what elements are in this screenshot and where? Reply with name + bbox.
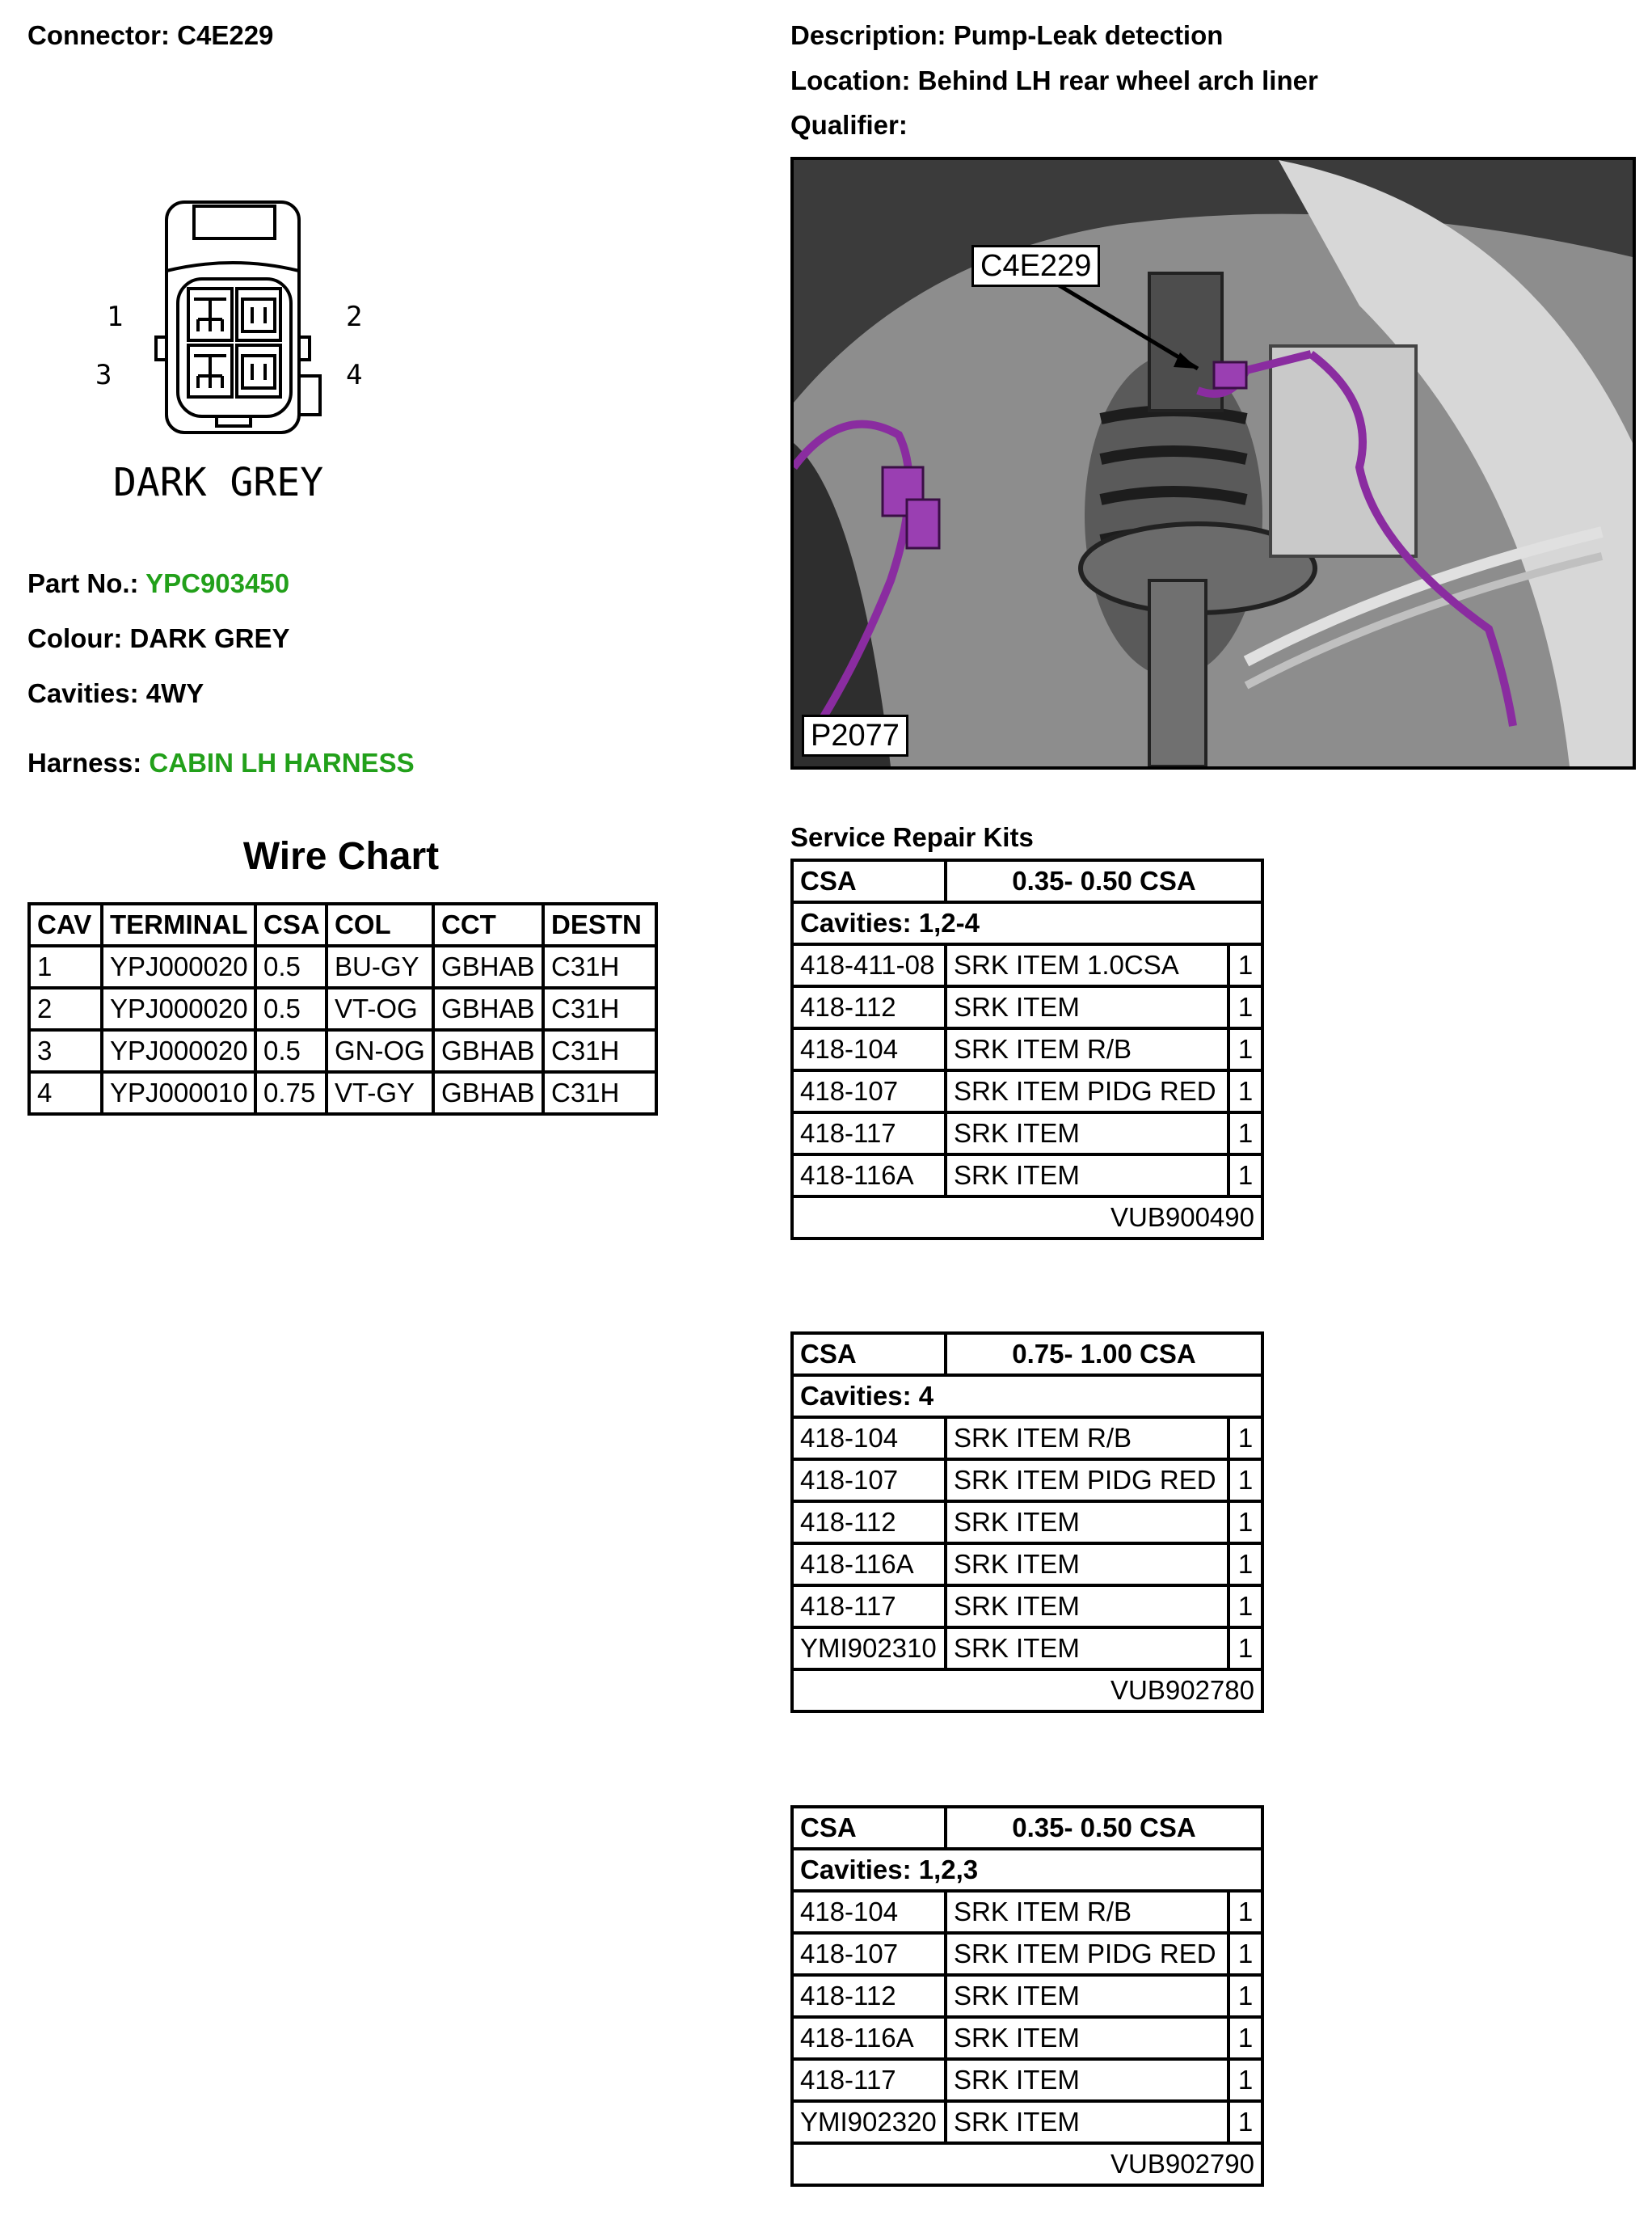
column-header-cav: CAV — [29, 904, 102, 946]
part-number: Part No.: YPC903450 — [27, 568, 290, 598]
column-header-cct: CCT — [433, 904, 543, 946]
table-row — [792, 1070, 1262, 1112]
service-repair-kits-title: Service Repair Kits — [790, 822, 1034, 852]
terminal-cell: YPJ000010 — [102, 1072, 255, 1114]
table-row — [792, 1627, 1262, 1669]
table-row — [792, 1891, 1262, 1933]
part-number-value: YPC903450 — [145, 568, 290, 598]
csa-cell: 0.5 — [255, 1030, 327, 1072]
terminal-cell: YPJ000020 — [102, 946, 255, 988]
col-cell: GN-OG — [327, 1030, 433, 1072]
kit-item-code: 418-107 — [792, 1459, 946, 1501]
csa-cell: 0.5 — [255, 988, 327, 1030]
destn-cell: C31H — [543, 946, 656, 988]
table-row — [29, 988, 656, 1030]
colour-text: Colour: DARK GREY — [27, 623, 290, 653]
cav-cell: 4 — [29, 1072, 102, 1114]
csa-cell: 0.5 — [255, 946, 327, 988]
table-row — [792, 1154, 1262, 1196]
kit-csa-range: 0.75- 1.00 CSA — [946, 1333, 1262, 1375]
location-photo — [790, 157, 1636, 770]
table-row — [29, 946, 656, 988]
location-text: Location: Behind LH rear wheel arch liner — [790, 65, 1318, 95]
cct-cell: GBHAB — [433, 988, 543, 1030]
repair-kit-table — [790, 1331, 1264, 1713]
kit-part-row — [792, 1669, 1262, 1711]
kit-csa-range: 0.35- 0.50 CSA — [946, 860, 1262, 902]
kit-item-code: 418-117 — [792, 1585, 946, 1627]
table-row — [792, 1975, 1262, 2017]
table-row — [792, 1501, 1262, 1543]
kit-item-qty: 1 — [1228, 1459, 1262, 1501]
csa-cell: 0.75 — [255, 1072, 327, 1114]
kit-item-code: 418-112 — [792, 986, 946, 1028]
kit-item-qty: 1 — [1228, 1585, 1262, 1627]
destn-cell: C31H — [543, 1030, 656, 1072]
kit-item-qty: 1 — [1228, 1154, 1262, 1196]
table-row — [792, 1585, 1262, 1627]
kit-item-desc: SRK ITEM — [946, 2017, 1228, 2059]
terminal-cell: YPJ000020 — [102, 1030, 255, 1072]
kit-header-row — [792, 1333, 1262, 1375]
kit-csa-range: 0.35- 0.50 CSA — [946, 1807, 1262, 1849]
table-row — [792, 1459, 1262, 1501]
kit-item-code: YMI902310 — [792, 1627, 946, 1669]
kit-item-qty: 1 — [1228, 1501, 1262, 1543]
kit-item-qty: 1 — [1228, 2017, 1262, 2059]
kit-cavities: Cavities: 1,2-4 — [792, 902, 1262, 944]
kit-item-desc: SRK ITEM — [946, 986, 1228, 1028]
table-row — [792, 2101, 1262, 2143]
description-text: Description: Pump-Leak detection — [790, 20, 1224, 50]
kit-item-desc: SRK ITEM — [946, 2059, 1228, 2101]
pin-label-3: 3 — [95, 359, 112, 391]
kit-part-number: VUB900490 — [792, 1196, 1262, 1238]
column-header-csa: CSA — [255, 904, 327, 946]
cavities-text: Cavities: 4WY — [27, 678, 204, 708]
kit-item-code: 418-104 — [792, 1028, 946, 1070]
table-row — [792, 1417, 1262, 1459]
kit-item-qty: 1 — [1228, 2059, 1262, 2101]
cct-cell: GBHAB — [433, 946, 543, 988]
kit-item-code: YMI902320 — [792, 2101, 946, 2143]
table-row — [29, 1030, 656, 1072]
kit-item-qty: 1 — [1228, 1933, 1262, 1975]
kit-item-desc: SRK ITEM R/B — [946, 1028, 1228, 1070]
photo-callout-c4e229: C4E229 — [971, 245, 1100, 287]
qualifier-text: Qualifier: — [790, 110, 908, 140]
kit-item-desc: SRK ITEM — [946, 1543, 1228, 1585]
kit-item-code: 418-117 — [792, 2059, 946, 2101]
pin-label-2: 2 — [346, 301, 363, 333]
table-row — [792, 2017, 1262, 2059]
kit-item-desc: SRK ITEM PIDG RED — [946, 1459, 1228, 1501]
kit-cavities-row — [792, 1849, 1262, 1891]
table-row — [792, 1112, 1262, 1154]
repair-kit-table — [790, 1805, 1264, 2187]
destn-cell: C31H — [543, 1072, 656, 1114]
harness: Harness: CABIN LH HARNESS — [27, 748, 415, 778]
connector-latch — [194, 206, 275, 238]
kit-item-desc: SRK ITEM — [946, 1975, 1228, 2017]
kit-item-desc: SRK ITEM R/B — [946, 1891, 1228, 1933]
cct-cell: GBHAB — [433, 1030, 543, 1072]
table-row — [792, 2059, 1262, 2101]
kit-item-code: 418-104 — [792, 1417, 946, 1459]
wire-chart-header-row — [29, 904, 656, 946]
kit-item-qty: 1 — [1228, 1891, 1262, 1933]
connector-title: Connector: C4E229 — [27, 20, 274, 50]
kit-item-desc: SRK ITEM — [946, 2101, 1228, 2143]
repair-kit-table — [790, 859, 1264, 1240]
kit-item-code: 418-112 — [792, 1501, 946, 1543]
kit-part-number: VUB902780 — [792, 1669, 1262, 1711]
cav-cell: 2 — [29, 988, 102, 1030]
table-row — [792, 1933, 1262, 1975]
kit-header-row — [792, 860, 1262, 902]
kit-item-qty: 1 — [1228, 986, 1262, 1028]
c4e229-connector — [1214, 362, 1246, 388]
kit-item-desc: SRK ITEM R/B — [946, 1417, 1228, 1459]
kit-item-qty: 1 — [1228, 944, 1262, 986]
table-row — [29, 1072, 656, 1114]
col-cell: VT-GY — [327, 1072, 433, 1114]
kit-cavities: Cavities: 4 — [792, 1375, 1262, 1417]
kit-item-qty: 1 — [1228, 1627, 1262, 1669]
kit-item-qty: 1 — [1228, 1975, 1262, 2017]
kit-part-row — [792, 2143, 1262, 2185]
cav-cell: 3 — [29, 1030, 102, 1072]
kit-cavities: Cavities: 1,2,3 — [792, 1849, 1262, 1891]
kit-cavities-row — [792, 902, 1262, 944]
kit-item-code: 418-104 — [792, 1891, 946, 1933]
col-cell: BU-GY — [327, 946, 433, 988]
kit-csa-label: CSA — [792, 860, 946, 902]
photo-reference: P2077 — [802, 715, 908, 757]
kit-item-desc: SRK ITEM — [946, 1154, 1228, 1196]
kit-item-qty: 1 — [1228, 1112, 1262, 1154]
cct-cell: GBHAB — [433, 1072, 543, 1114]
kit-item-desc: SRK ITEM — [946, 1627, 1228, 1669]
kit-item-code: 418-411-08 — [792, 944, 946, 986]
terminal-cell: YPJ000020 — [102, 988, 255, 1030]
kit-item-code: 418-107 — [792, 1070, 946, 1112]
kit-item-qty: 1 — [1228, 1417, 1262, 1459]
kit-item-code: 418-116A — [792, 1154, 946, 1196]
kit-part-row — [792, 1196, 1262, 1238]
destn-cell: C31H — [543, 988, 656, 1030]
column-header-terminal: TERMINAL — [102, 904, 255, 946]
kit-item-code: 418-116A — [792, 2017, 946, 2059]
kit-item-desc: SRK ITEM — [946, 1585, 1228, 1627]
kit-item-code: 418-116A — [792, 1543, 946, 1585]
kit-item-code: 418-112 — [792, 1975, 946, 2017]
pin-label-4: 4 — [346, 359, 363, 391]
col-cell: VT-OG — [327, 988, 433, 1030]
diagram-colour-label: DARK GREY — [113, 460, 324, 505]
kit-part-number: VUB902790 — [792, 2143, 1262, 2185]
kit-item-code: 418-107 — [792, 1933, 946, 1975]
column-header-destn: DESTN — [543, 904, 656, 946]
kit-item-qty: 1 — [1228, 2101, 1262, 2143]
kit-item-qty: 1 — [1228, 1070, 1262, 1112]
wire-chart-title: Wire Chart — [242, 835, 440, 878]
kit-item-qty: 1 — [1228, 1028, 1262, 1070]
table-row — [792, 1543, 1262, 1585]
column-header-col: COL — [327, 904, 433, 946]
kit-item-qty: 1 — [1228, 1543, 1262, 1585]
wire-chart-table — [27, 902, 658, 1116]
table-row — [792, 986, 1262, 1028]
connector-face-diagram — [73, 190, 396, 513]
kit-item-desc: SRK ITEM — [946, 1112, 1228, 1154]
table-row — [792, 1028, 1262, 1070]
kit-item-code: 418-117 — [792, 1112, 946, 1154]
kit-csa-label: CSA — [792, 1333, 946, 1375]
kit-header-row — [792, 1807, 1262, 1849]
kit-csa-label: CSA — [792, 1807, 946, 1849]
kit-item-desc: SRK ITEM — [946, 1501, 1228, 1543]
kit-item-desc: SRK ITEM PIDG RED — [946, 1933, 1228, 1975]
kit-item-desc: SRK ITEM PIDG RED — [946, 1070, 1228, 1112]
kit-cavities-row — [792, 1375, 1262, 1417]
table-row — [792, 944, 1262, 986]
harness-value: CABIN LH HARNESS — [149, 748, 415, 778]
kit-item-desc: SRK ITEM 1.0CSA — [946, 944, 1228, 986]
cav-cell: 1 — [29, 946, 102, 988]
pin-label-1: 1 — [107, 301, 124, 333]
